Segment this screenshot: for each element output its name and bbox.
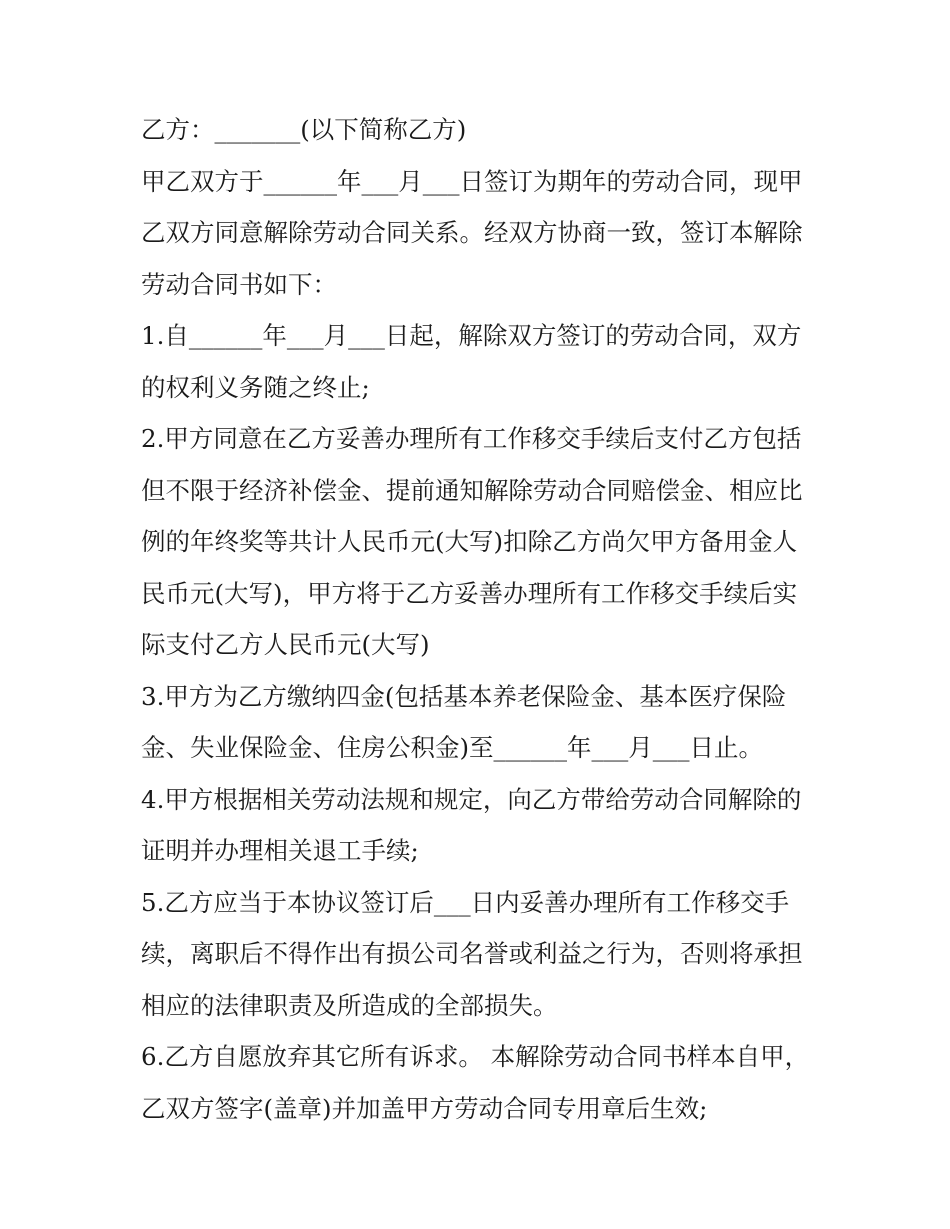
- clause-2-line: 民币元(大写)，甲方将于乙方妥善办理所有工作移交手续后实: [141, 578, 798, 608]
- clause-1-line: 1.自______年___月___日起，解除双方签订的劳动合同，双方: [141, 321, 802, 350]
- clause-6-line: 6.乙方自愿放弃其它所有诉求。 本解除劳动合同书样本自甲，: [141, 1042, 810, 1071]
- clause-3-line: 金、失业保险金、住房公积金)至______年___月___日止。: [141, 733, 764, 762]
- clause-3-line: 3.甲方为乙方缴纳四金(包括基本养老保险金、基本医疗保险: [141, 681, 787, 711]
- clause-6-line: 乙双方签字(盖章)并加盖甲方劳动合同专用章后生效;: [141, 1093, 708, 1123]
- clause-5-line: 相应的法律职责及所造成的全部损失。: [141, 990, 558, 1020]
- clause-5-line: 5.乙方应当于本协议签订后___日内妥善办理所有工作移交手: [141, 887, 790, 917]
- clause-2-line: 际支付乙方人民币元(大写): [141, 630, 430, 659]
- document-body: [141, 104, 821, 1134]
- clause-2-line: 但不限于经济补偿金、提前通知解除劳动合同赔偿金、相应比: [141, 475, 803, 505]
- clause-4-line: 证明并办理相关退工手续;: [141, 836, 419, 865]
- paragraph-line: 劳动合同书如下：: [141, 269, 337, 299]
- paragraph-line: 甲乙双方于______年___月___日签订为期年的劳动合同，现甲: [141, 166, 803, 196]
- clause-5-line: 续，离职后不得作出有损公司名誉或利益之行为，否则将承担: [141, 939, 803, 968]
- paragraph-line: 乙双方同意解除劳动合同关系。经双方协商一致，签订本解除: [141, 218, 803, 247]
- clause-2-line: 2.甲方同意在乙方妥善办理所有工作移交手续后支付乙方包括: [141, 424, 802, 453]
- clause-4-line: 4.甲方根据相关劳动法规和规定，向乙方带给劳动合同解除的: [141, 784, 802, 814]
- clause-2-line: 例的年终奖等共计人民币元(大写)扣除乙方尚欠甲方备用金人: [141, 527, 798, 556]
- clause-1-line: 的权利义务随之终止;: [141, 372, 370, 402]
- party-b-line: 乙方：_______(以下简称乙方): [141, 115, 467, 144]
